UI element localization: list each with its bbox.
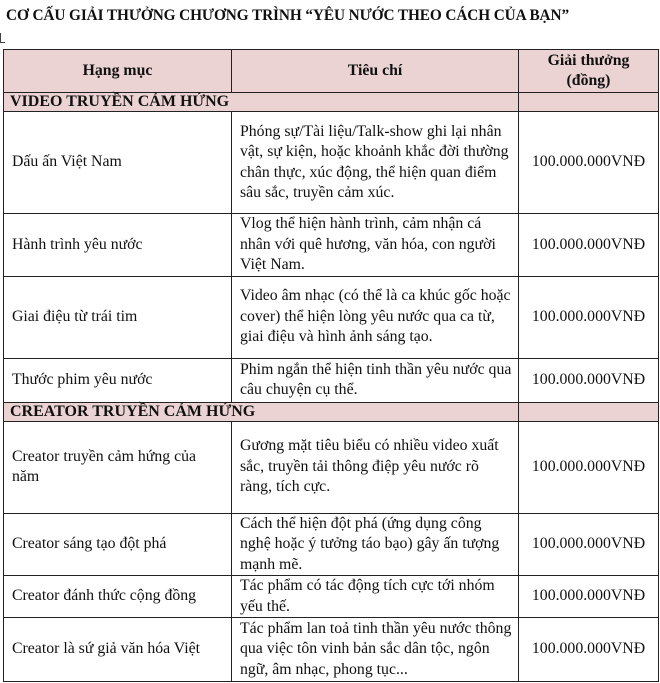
category-cell: Creator truyền cảm hứng của năm (4, 421, 232, 513)
prize-cell: 100.000.000VNĐ (519, 214, 659, 277)
text-anchor-mark (0, 33, 5, 43)
table-row (4, 576, 659, 618)
header-prize: Giải thưởng (đồng) (519, 50, 659, 93)
section-empty-cell (519, 402, 659, 421)
category-cell: Giai điệu từ trái tim (4, 276, 232, 358)
criteria-cell: Cách thể hiện đột phá (ứng dụng công nghệ hoặc ý tưởng táo bạo) gây ấn tượng mạnh mẽ. (232, 513, 519, 576)
prize-table (3, 49, 659, 682)
section-row (4, 93, 659, 112)
category-cell: Creator là sứ giả văn hóa Việt (4, 618, 232, 682)
header-criteria: Tiêu chí (232, 50, 519, 93)
section-title: VIDEO TRUYỀN CẢM HỨNG (4, 93, 519, 112)
criteria-cell: Phóng sự/Tài liệu/Talk-show ghi lại nhân vật, sự kiện, hoặc khoảnh khắc đời thường chân thực, xúc động, thể hiện quan điểm sâu sắc, truyền cảm xúc. (232, 112, 519, 214)
prize-cell: 100.000.000VNĐ (519, 618, 659, 682)
criteria-cell: Tác phẩm lan toả tinh thần yêu nước thông qua việc tôn vinh bản sắc dân tộc, ngôn ngữ, âm nhạc, phong tục... (232, 618, 519, 682)
category-cell: Dấu ấn Việt Nam (4, 112, 232, 214)
prize-cell: 100.000.000VNĐ (519, 421, 659, 513)
section-row (4, 402, 659, 421)
table-row (4, 421, 659, 513)
prize-cell: 100.000.000VNĐ (519, 576, 659, 618)
section-empty-cell (519, 93, 659, 112)
table-row (4, 214, 659, 277)
prize-cell: 100.000.000VNĐ (519, 276, 659, 358)
criteria-cell: Tác phẩm có tác động tích cực tới nhóm yếu thế. (232, 576, 519, 618)
category-cell: Creator sáng tạo đột phá (4, 513, 232, 576)
prize-cell: 100.000.000VNĐ (519, 513, 659, 576)
criteria-cell: Video âm nhạc (có thể là ca khúc gốc hoặc cover) thể hiện lòng yêu nước qua ca từ, giai điệu và hình ảnh sáng tạo. (232, 276, 519, 358)
criteria-cell: Vlog thể hiện hành trình, cảm nhận cá nhân với quê hương, văn hóa, con người Việt Nam. (232, 214, 519, 277)
category-cell: Thước phim yêu nước (4, 358, 232, 402)
table-row (4, 276, 659, 358)
table-row (4, 513, 659, 576)
table-row (4, 618, 659, 682)
category-cell: Creator đánh thức cộng đồng (4, 576, 232, 618)
table-header-row (4, 50, 659, 93)
criteria-cell: Phim ngắn thể hiện tinh thần yêu nước qua câu chuyện cụ thể. (232, 358, 519, 402)
table-row (4, 358, 659, 402)
category-cell: Hành trình yêu nước (4, 214, 232, 277)
table-row (4, 112, 659, 214)
prize-cell: 100.000.000VNĐ (519, 112, 659, 214)
section-title: CREATOR TRUYỀN CẢM HỨNG (4, 402, 519, 421)
criteria-cell: Gương mặt tiêu biểu có nhiều video xuất sắc, truyền tải thông điệp yêu nước rõ ràng, tích cực. (232, 421, 519, 513)
document-title: CƠ CẤU GIẢI THƯỞNG CHƯƠNG TRÌNH “YÊU NƯỚC THEO CÁCH CỦA BẠN” (6, 7, 570, 24)
prize-cell: 100.000.000VNĐ (519, 358, 659, 402)
header-category: Hạng mục (4, 50, 232, 93)
